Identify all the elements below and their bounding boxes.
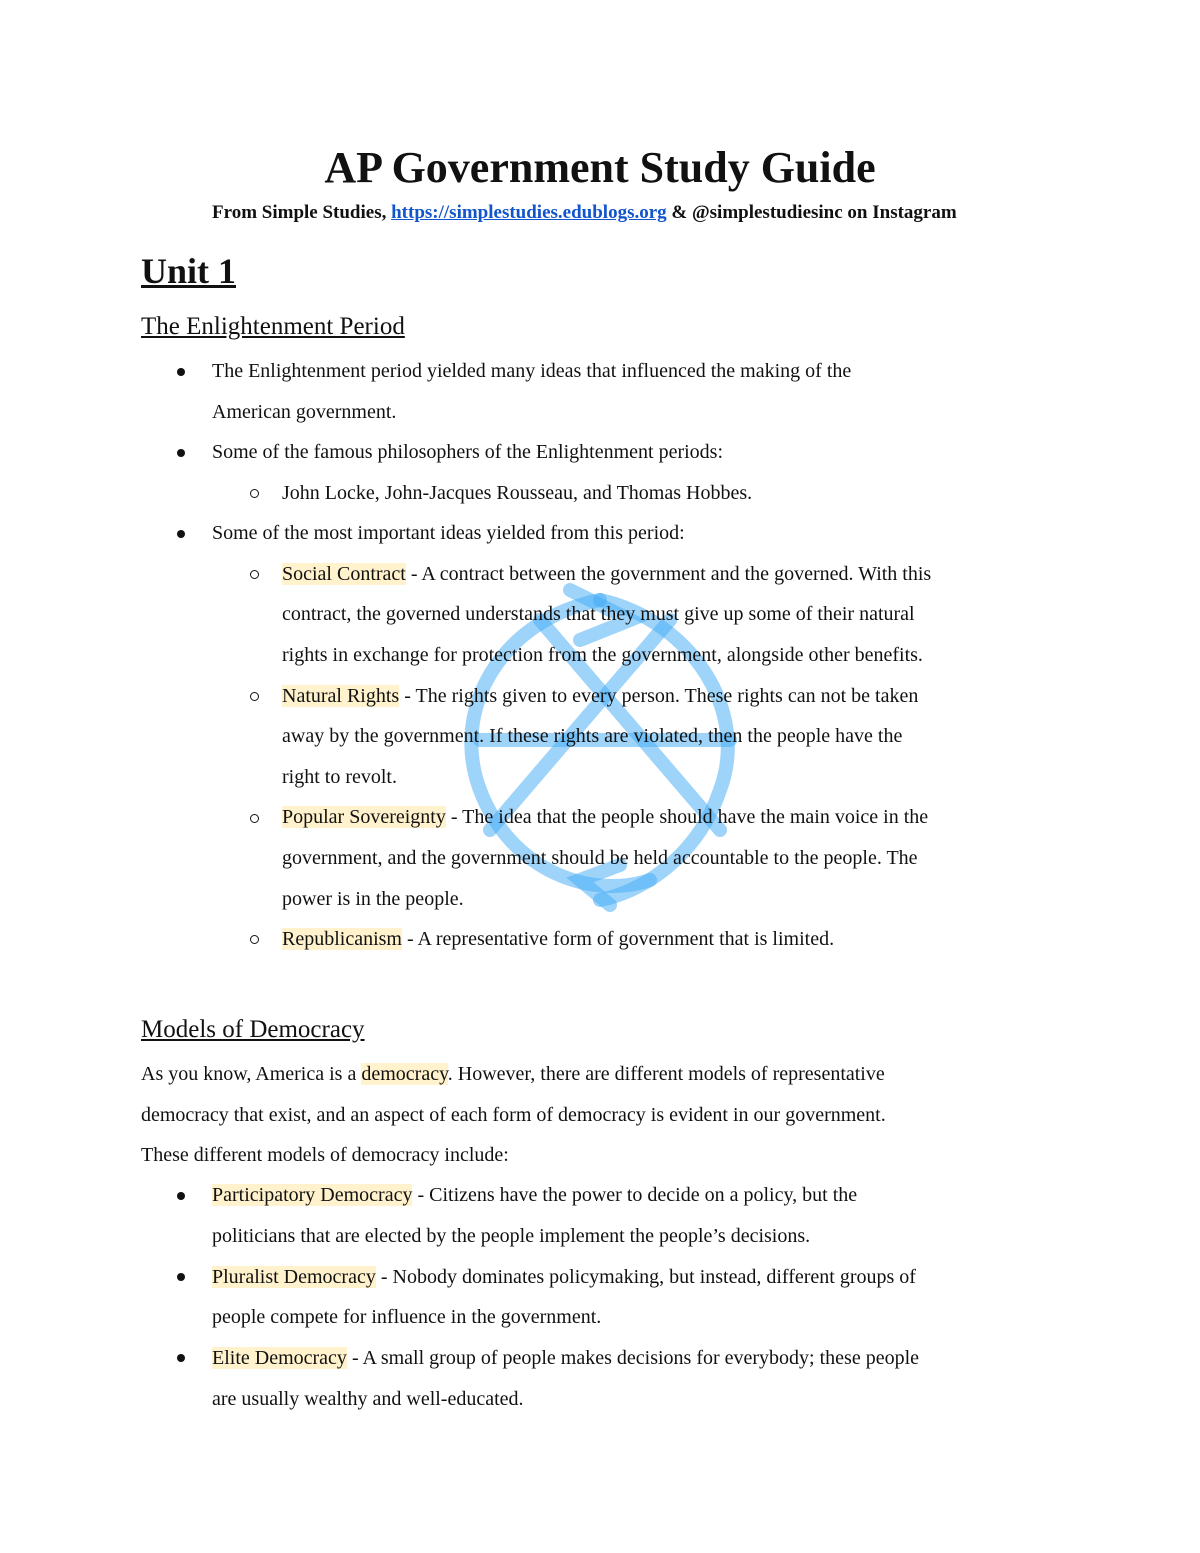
list-item-text: government, and the government should be held accountable to the people. The xyxy=(282,847,918,869)
term-definition: - Citizens have the power to decide on a policy, but the xyxy=(412,1184,858,1206)
list-item-text: John Locke, John-Jacques Rousseau, and Thomas Hobbes. xyxy=(282,482,753,504)
term-line xyxy=(212,1182,857,1208)
subtitle-suffix: & @simplestudiesinc on Instagram xyxy=(666,202,957,223)
sub-bullet-icon xyxy=(250,489,259,498)
sub-bullet-icon xyxy=(250,692,259,701)
list-item-text: right to revolt. xyxy=(282,766,397,788)
highlighted-term: Republicanism xyxy=(282,928,402,950)
highlighted-term: Elite Democracy xyxy=(212,1347,347,1369)
list-item-text: away by the government. If these rights are violated, then the people have the xyxy=(282,725,903,747)
simplestudies-link[interactable]: https://simplestudies.edublogs.org xyxy=(391,202,667,223)
term-definition: - The idea that the people should have the main voice in the xyxy=(445,806,929,828)
intro-line: democracy that exist, and an aspect of each form of democracy is evident in our government. xyxy=(141,1104,886,1126)
list-item-text: American government. xyxy=(212,401,397,423)
bullet-icon xyxy=(177,368,185,376)
sub-bullet-icon xyxy=(250,570,259,579)
term-definition: - Nobody dominates policymaking, but instead, different groups of xyxy=(375,1266,916,1288)
term-definition: - The rights given to every person. These rights can not be taken xyxy=(399,685,919,707)
intro-text: . However, there are different models of representative xyxy=(447,1063,885,1085)
list-item-text: contract, the governed understands that they must give up some of their natural xyxy=(282,603,915,625)
list-item-text: power is in the people. xyxy=(282,888,464,910)
highlighted-term: Pluralist Democracy xyxy=(212,1266,376,1288)
intro-text: As you know, America is a xyxy=(141,1063,362,1085)
bullet-icon xyxy=(177,530,185,538)
page-title: AP Government Study Guide xyxy=(324,143,876,192)
highlighted-term: Participatory Democracy xyxy=(212,1184,413,1206)
unit-heading: Unit 1 xyxy=(141,251,237,291)
highlighted-term: Popular Sovereignty xyxy=(282,806,446,828)
term-line xyxy=(282,804,928,830)
term-line xyxy=(212,1264,916,1290)
intro-line xyxy=(141,1061,885,1087)
bullet-icon xyxy=(177,1354,185,1362)
sub-bullet-icon xyxy=(250,935,259,944)
list-item-text: The Enlightenment period yielded many ideas that influenced the making of the xyxy=(212,360,852,382)
term-line xyxy=(282,561,931,587)
list-item-text: Some of the famous philosophers of the Enlightenment periods: xyxy=(212,441,724,463)
intro-line: These different models of democracy include: xyxy=(141,1144,509,1166)
bullet-icon xyxy=(177,449,185,457)
list-item-text: rights in exchange for protection from the government, alongside other benefits. xyxy=(282,644,923,666)
subtitle-prefix: From Simple Studies, xyxy=(212,202,392,223)
list-item-text: Some of the most important ideas yielded from this period: xyxy=(212,522,685,544)
term-definition: - A contract between the government and the governed. With this xyxy=(405,563,932,585)
highlighted-term: democracy xyxy=(361,1063,448,1085)
list-item-text: politicians that are elected by the people implement the people’s decisions. xyxy=(212,1225,811,1247)
bullet-icon xyxy=(177,1273,185,1281)
highlighted-term: Social Contract xyxy=(282,563,406,585)
list-item-text: people compete for influence in the government. xyxy=(212,1306,602,1328)
bullet-icon xyxy=(177,1192,185,1200)
term-line xyxy=(282,683,918,709)
section-heading-democracy: Models of Democracy xyxy=(141,1016,365,1043)
section-heading-enlightenment: The Enlightenment Period xyxy=(141,313,405,340)
list-item-text: are usually wealthy and well-educated. xyxy=(212,1388,524,1410)
highlighted-term: Natural Rights xyxy=(282,685,400,707)
term-line xyxy=(212,1345,919,1371)
sub-bullet-icon xyxy=(250,814,259,823)
term-line xyxy=(282,926,834,952)
term-definition: - A small group of people makes decisions for everybody; these people xyxy=(346,1347,920,1369)
term-definition: - A representative form of government that is limited. xyxy=(401,928,835,950)
subtitle xyxy=(212,200,1112,226)
